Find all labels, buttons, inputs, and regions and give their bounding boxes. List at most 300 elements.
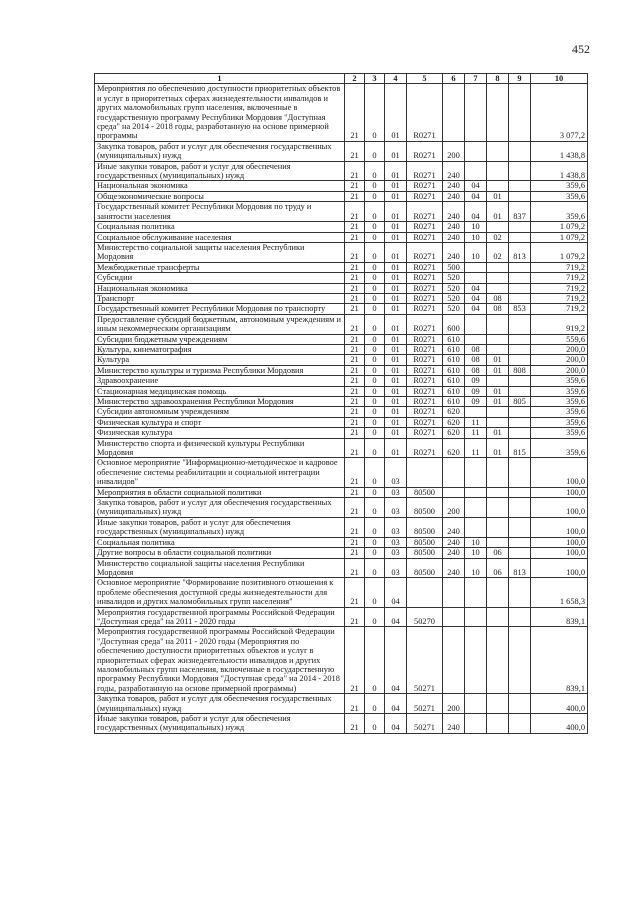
col4-cell: 01 [385,141,407,161]
table-row [95,334,588,344]
table-row [95,344,588,354]
col8-cell [487,487,509,497]
row-name-cell: Министерство спорта и физической культуры Республики Мордовия [95,438,345,458]
col2-cell: 21 [345,304,365,314]
table-row [95,714,588,734]
col3-cell: 0 [365,202,385,222]
col3-cell: 0 [365,627,385,694]
col2-cell: 21 [345,627,365,694]
col8-cell: 01 [487,355,509,365]
col2-cell: 21 [345,438,365,458]
col7-cell: 09 [465,397,487,407]
col8-cell [487,344,509,354]
amount-cell: 719,2 [531,293,588,303]
row-name-cell: Транспорт [95,293,345,303]
col6-cell [443,487,465,497]
col3-cell: 0 [365,487,385,497]
col5-cell: R0271 [407,386,443,396]
col3-cell: 0 [365,417,385,427]
col6-cell: 610 [443,365,465,375]
col6-cell [443,458,465,487]
table-header-row [95,74,588,84]
amount-cell: 100,0 [531,458,588,487]
col5-cell: R0271 [407,365,443,375]
col6-cell: 520 [443,293,465,303]
col5-cell: R0271 [407,202,443,222]
col3-cell: 0 [365,498,385,518]
col6-cell: 240 [443,232,465,242]
col5-cell: 80500 [407,548,443,558]
col5-cell: 80500 [407,517,443,537]
col5-cell: R0271 [407,438,443,458]
col7-cell [465,334,487,344]
table-row [95,498,588,518]
amount-cell: 100,0 [531,517,588,537]
col2-cell: 21 [345,694,365,714]
col8-cell [487,458,509,487]
col2-cell: 21 [345,314,365,334]
col2-cell: 21 [345,714,365,734]
amount-cell: 359,6 [531,397,588,407]
col9-cell [509,314,531,334]
table-row [95,273,588,283]
col4-cell: 01 [385,181,407,191]
amount-cell: 919,2 [531,314,588,334]
col6-cell: 610 [443,397,465,407]
row-name-cell: Культура, кинематография [95,344,345,354]
col2-cell: 21 [345,293,365,303]
col7-cell: 08 [465,365,487,375]
col9-cell [509,487,531,497]
col8-cell: 06 [487,558,509,578]
col6-cell [443,84,465,141]
col2-cell: 21 [345,262,365,272]
col5-cell: R0271 [407,273,443,283]
col7-cell: 11 [465,428,487,438]
row-name-cell: Субсидии бюджетным учреждениям [95,334,345,344]
col8-cell [487,334,509,344]
amount-cell: 839,1 [531,607,588,627]
col5-cell: 50271 [407,714,443,734]
amount-cell: 1 438,8 [531,141,588,161]
row-name-cell: Другие вопросы в области социальной политики [95,548,345,558]
col8-cell [487,578,509,607]
header-cell: 8 [487,74,509,84]
col5-cell [407,578,443,607]
col4-cell: 01 [385,386,407,396]
col2-cell: 21 [345,222,365,232]
col4-cell: 01 [385,438,407,458]
table-row [95,262,588,272]
col4-cell: 01 [385,232,407,242]
table-row [95,397,588,407]
col6-cell: 520 [443,273,465,283]
col6-cell: 610 [443,334,465,344]
table-row [95,376,588,386]
col7-cell: 04 [465,304,487,314]
col4-cell: 03 [385,487,407,497]
col3-cell: 0 [365,386,385,396]
col9-cell [509,161,531,181]
col8-cell: 08 [487,293,509,303]
col7-cell [465,314,487,334]
col8-cell: 01 [487,428,509,438]
row-name-cell: Закупка товаров, работ и услуг для обеспечения государственных (муниципальных) нужд [95,141,345,161]
col5-cell: 50271 [407,627,443,694]
row-name-cell: Иные закупки товаров, работ и услуг для обеспечения государственных (муниципальных) нужд [95,517,345,537]
row-name-cell: Национальная экономика [95,181,345,191]
col7-cell [465,498,487,518]
row-name-cell: Национальная экономика [95,283,345,293]
amount-cell: 400,0 [531,694,588,714]
col3-cell: 0 [365,407,385,417]
col4-cell: 04 [385,578,407,607]
row-name-cell: Социальная политика [95,222,345,232]
table-row [95,694,588,714]
col4-cell: 03 [385,498,407,518]
col6-cell: 240 [443,558,465,578]
col2-cell: 21 [345,607,365,627]
col2-cell: 21 [345,537,365,547]
col8-cell: 02 [487,232,509,242]
amount-cell: 1 438,8 [531,161,588,181]
col9-cell [509,498,531,518]
amount-cell: 100,0 [531,548,588,558]
col5-cell: R0271 [407,232,443,242]
amount-cell: 359,6 [531,191,588,201]
col9-cell: 808 [509,365,531,375]
header-cell: 2 [345,74,365,84]
col9-cell [509,355,531,365]
col4-cell: 04 [385,627,407,694]
col7-cell [465,694,487,714]
col9-cell [509,694,531,714]
col3-cell: 0 [365,141,385,161]
col6-cell: 240 [443,242,465,262]
col2-cell: 21 [345,141,365,161]
table-row [95,548,588,558]
table-row [95,386,588,396]
col9-cell: 813 [509,558,531,578]
col3-cell: 0 [365,397,385,407]
col4-cell: 04 [385,607,407,627]
col4-cell: 01 [385,417,407,427]
col9-cell [509,262,531,272]
col4-cell: 03 [385,548,407,558]
col6-cell: 500 [443,262,465,272]
col3-cell: 0 [365,537,385,547]
col6-cell: 200 [443,498,465,518]
col7-cell: 10 [465,232,487,242]
col9-cell [509,222,531,232]
col6-cell: 610 [443,344,465,354]
col8-cell [487,273,509,283]
col7-cell [465,84,487,141]
row-name-cell: Иные закупки товаров, работ и услуг для обеспечения государственных (муниципальных) нужд [95,161,345,181]
table-row [95,304,588,314]
col4-cell: 01 [385,407,407,417]
col3-cell: 0 [365,517,385,537]
table-row [95,141,588,161]
row-name-cell: Мероприятия государственной программы Российской Федерации "Доступная среда" на 2011 - 2020 годы (Мероприятия по обеспечению доступности приоритетных объектов и услуг в приоритетных сферах жизнедеятельности инвалидов и других маломобильных групп населения, включенные в государственную программу Республики Мордовия "Доступная среда" на 2014 - 2018 годы, разработанную на основе примерной программы) [95,627,345,694]
col6-cell [443,578,465,607]
col9-cell [509,386,531,396]
col3-cell: 0 [365,84,385,141]
col6-cell: 610 [443,386,465,396]
col2-cell: 21 [345,397,365,407]
col4-cell: 04 [385,694,407,714]
row-name-cell: Культура [95,355,345,365]
col4-cell: 03 [385,517,407,537]
col2-cell: 21 [345,548,365,558]
col9-cell [509,428,531,438]
col2-cell: 21 [345,498,365,518]
col7-cell [465,161,487,181]
col3-cell: 0 [365,293,385,303]
amount-cell: 200,0 [531,355,588,365]
amount-cell: 359,6 [531,417,588,427]
col9-cell [509,407,531,417]
col7-cell: 08 [465,344,487,354]
col2-cell: 21 [345,344,365,354]
col5-cell: 80500 [407,537,443,547]
col3-cell: 0 [365,344,385,354]
col2-cell: 21 [345,578,365,607]
col8-cell [487,607,509,627]
col3-cell: 0 [365,607,385,627]
col6-cell: 620 [443,438,465,458]
col4-cell: 03 [385,458,407,487]
col9-cell [509,627,531,694]
amount-cell: 3 077,2 [531,84,588,141]
col3-cell: 0 [365,548,385,558]
table-row [95,407,588,417]
col7-cell: 10 [465,537,487,547]
col8-cell: 06 [487,548,509,558]
col2-cell: 21 [345,355,365,365]
col7-cell [465,262,487,272]
col7-cell: 11 [465,417,487,427]
row-name-cell: Субсидии автономным учреждениям [95,407,345,417]
col7-cell: 04 [465,202,487,222]
table-row [95,181,588,191]
col8-cell: 02 [487,242,509,262]
col2-cell: 21 [345,161,365,181]
col8-cell: 01 [487,438,509,458]
col7-cell [465,578,487,607]
col8-cell [487,517,509,537]
col3-cell: 0 [365,314,385,334]
col5-cell: R0271 [407,417,443,427]
col4-cell: 01 [385,355,407,365]
amount-cell: 719,2 [531,304,588,314]
col3-cell: 0 [365,232,385,242]
col9-cell [509,417,531,427]
col8-cell [487,141,509,161]
table-row [95,517,588,537]
amount-cell: 359,6 [531,438,588,458]
col8-cell [487,314,509,334]
col9-cell [509,517,531,537]
col7-cell: 10 [465,242,487,262]
table-row [95,417,588,427]
col2-cell: 21 [345,517,365,537]
row-name-cell: Государственный комитет Республики Мордовия по транспорту [95,304,345,314]
col9-cell [509,232,531,242]
row-name-cell: Министерство здравоохранения Республики Мордовия [95,397,345,407]
col4-cell: 01 [385,191,407,201]
row-name-cell: Социальное обслуживание населения [95,232,345,242]
table-row [95,161,588,181]
row-name-cell: Стационарная медицинская помощь [95,386,345,396]
row-name-cell: Социальная политика [95,537,345,547]
col8-cell [487,498,509,518]
col7-cell [465,627,487,694]
col5-cell: R0271 [407,141,443,161]
col5-cell: R0271 [407,334,443,344]
col8-cell [487,283,509,293]
col4-cell: 01 [385,161,407,181]
col2-cell: 21 [345,365,365,375]
col8-cell [487,84,509,141]
col3-cell: 0 [365,334,385,344]
col7-cell [465,141,487,161]
col4-cell: 01 [385,262,407,272]
col7-cell: 04 [465,191,487,201]
col6-cell: 610 [443,355,465,365]
col5-cell: 80500 [407,487,443,497]
col5-cell: 50271 [407,694,443,714]
row-name-cell: Министерство культуры и туризма Республики Мордовия [95,365,345,375]
col7-cell: 10 [465,548,487,558]
col3-cell: 0 [365,714,385,734]
header-cell: 10 [531,74,588,84]
row-name-cell: Межбюджетные трансферты [95,262,345,272]
row-name-cell: Мероприятия государственной программы Российской Федерации "Доступная среда" на 2011 - 2020 годы [95,607,345,627]
col5-cell: R0271 [407,397,443,407]
col9-cell [509,714,531,734]
table-row [95,458,588,487]
col7-cell: 09 [465,386,487,396]
row-name-cell: Физическая культура [95,428,345,438]
col8-cell [487,161,509,181]
col7-cell: 11 [465,438,487,458]
col6-cell: 240 [443,548,465,558]
row-name-cell: Физическая культура и спорт [95,417,345,427]
col9-cell [509,273,531,283]
col6-cell: 240 [443,161,465,181]
col9-cell [509,537,531,547]
col3-cell: 0 [365,304,385,314]
col9-cell [509,376,531,386]
col7-cell [465,487,487,497]
table-row [95,487,588,497]
col9-cell: 853 [509,304,531,314]
col8-cell: 01 [487,386,509,396]
col4-cell: 01 [385,304,407,314]
amount-cell: 100,0 [531,487,588,497]
amount-cell: 200,0 [531,365,588,375]
amount-cell: 359,6 [531,407,588,417]
row-name-cell: Государственный комитет Республики Мордовия по труду и занятости населения [95,202,345,222]
col9-cell [509,283,531,293]
col8-cell [487,262,509,272]
col4-cell: 01 [385,376,407,386]
col5-cell: R0271 [407,304,443,314]
col7-cell [465,458,487,487]
col3-cell: 0 [365,578,385,607]
col4-cell: 01 [385,334,407,344]
col3-cell: 0 [365,365,385,375]
col9-cell: 815 [509,438,531,458]
table-row [95,314,588,334]
table-row [95,428,588,438]
col3-cell: 0 [365,222,385,232]
row-name-cell: Мероприятия в области социальной политики [95,487,345,497]
col4-cell: 01 [385,293,407,303]
col5-cell: R0271 [407,407,443,417]
col5-cell [407,458,443,487]
col2-cell: 21 [345,232,365,242]
col9-cell [509,548,531,558]
col6-cell: 240 [443,222,465,232]
col6-cell: 240 [443,202,465,222]
row-name-cell: Министерство социальной защиты населения Республики Мордовия [95,242,345,262]
col7-cell: 09 [465,376,487,386]
col8-cell [487,181,509,191]
col6-cell: 520 [443,283,465,293]
page-number: 452 [572,42,590,56]
col7-cell: 10 [465,558,487,578]
amount-cell: 100,0 [531,498,588,518]
table-row [95,365,588,375]
col2-cell: 21 [345,273,365,283]
header-cell: 6 [443,74,465,84]
col3-cell: 0 [365,273,385,283]
table-row [95,202,588,222]
table-row [95,293,588,303]
table-row [95,283,588,293]
row-name-cell: Закупка товаров, работ и услуг для обеспечения государственных (муниципальных) нужд [95,498,345,518]
amount-cell: 359,6 [531,181,588,191]
col3-cell: 0 [365,438,385,458]
table-row [95,222,588,232]
col5-cell: R0271 [407,161,443,181]
amount-cell: 719,2 [531,283,588,293]
col2-cell: 21 [345,334,365,344]
col6-cell: 200 [443,694,465,714]
amount-cell: 1 658,3 [531,578,588,607]
col8-cell: 01 [487,365,509,375]
col2-cell: 21 [345,558,365,578]
col5-cell: R0271 [407,428,443,438]
col7-cell [465,407,487,417]
col6-cell [443,607,465,627]
col9-cell [509,293,531,303]
col6-cell: 240 [443,517,465,537]
row-name-cell: Основное мероприятие "Информационно-методическое и кадровое обеспечение системы реабилитации и социальной интеграции инвалидов" [95,458,345,487]
col2-cell: 21 [345,283,365,293]
header-cell: 5 [407,74,443,84]
col5-cell: 80500 [407,498,443,518]
col4-cell: 01 [385,365,407,375]
col8-cell [487,627,509,694]
row-name-cell: Общеэкономические вопросы [95,191,345,201]
amount-cell: 100,0 [531,558,588,578]
amount-cell: 1 079,2 [531,222,588,232]
amount-cell: 1 079,2 [531,232,588,242]
col3-cell: 0 [365,262,385,272]
